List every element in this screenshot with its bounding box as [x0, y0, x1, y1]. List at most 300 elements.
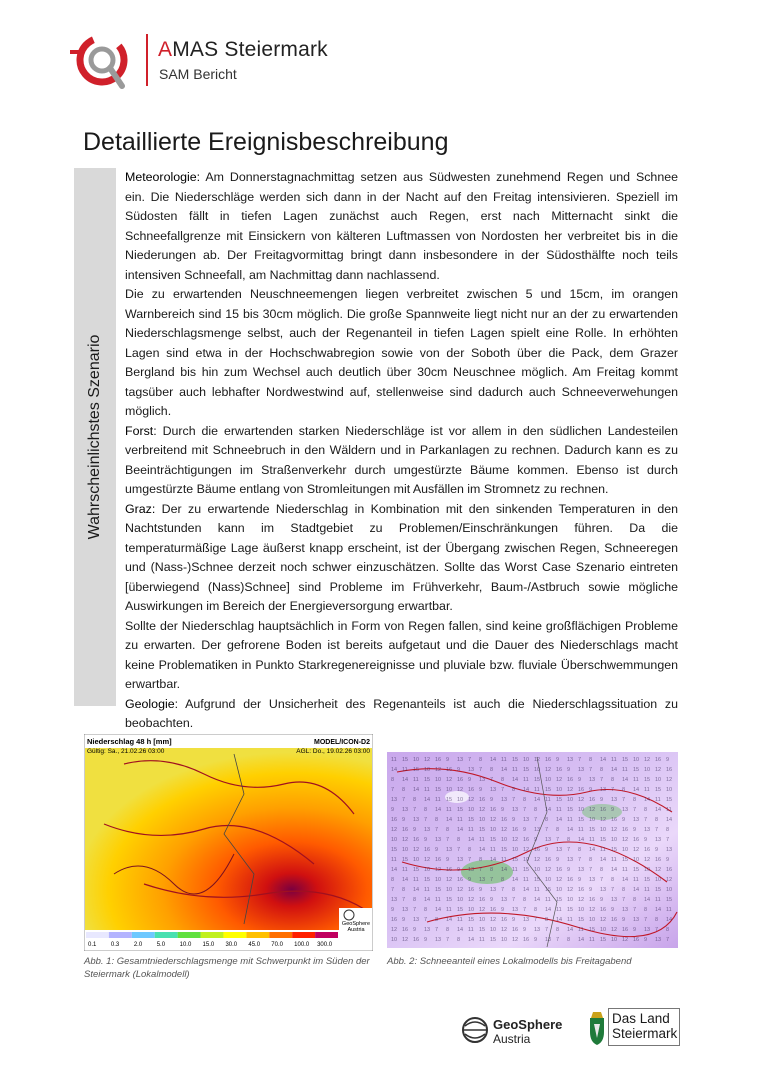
svg-text:15: 15	[523, 867, 530, 873]
svg-text:11: 11	[534, 887, 540, 893]
svg-text:7: 7	[435, 827, 439, 833]
svg-text:11: 11	[589, 837, 595, 843]
svg-text:11: 11	[512, 767, 518, 773]
svg-text:7: 7	[534, 817, 538, 823]
svg-text:13: 13	[479, 777, 486, 783]
svg-text:7: 7	[644, 817, 648, 823]
svg-text:10: 10	[413, 757, 420, 763]
svg-text:13: 13	[402, 907, 409, 913]
svg-text:7: 7	[589, 867, 593, 873]
svg-text:10: 10	[490, 827, 497, 833]
svg-text:16: 16	[391, 917, 398, 923]
svg-text:13: 13	[655, 837, 662, 843]
svg-text:9: 9	[413, 827, 417, 833]
svg-text:13: 13	[457, 757, 464, 763]
svg-text:8: 8	[534, 807, 538, 813]
svg-text:8: 8	[490, 767, 494, 773]
svg-text:8: 8	[512, 787, 516, 793]
svg-text:10: 10	[644, 867, 651, 873]
svg-text:14: 14	[512, 877, 519, 883]
svg-text:14: 14	[402, 877, 409, 883]
svg-text:15: 15	[567, 907, 574, 913]
svg-text:15: 15	[446, 897, 453, 903]
land-steiermark-logo	[612, 1011, 677, 1041]
paragraph-text: Der zu erwartende Niederschlag in Kombination mit den sinkenden Temperaturen in den Nachtstunden kann im Stadtgebiet zu Problemen/Einschränkungen führen. Da die temperaturmäßige Lage äußerst knapp erscheint, ist der Übergang zwischen Regen, Schneeregen und (Nass-)Schnee derzeit noch schwer einzuschätzen. Sollte das Worst Case Szenario eintreten [überwiegend (Nass)Schnee] sind Probleme im Frühverkehr, Baum-/Astbruch sowie mögliche Auswirkungen im Bereich der Energieversorgung erwartbar.	[125, 501, 678, 613]
svg-text:15: 15	[556, 897, 563, 903]
svg-text:13: 13	[644, 827, 651, 833]
svg-text:9: 9	[402, 917, 406, 923]
svg-text:9: 9	[512, 817, 516, 823]
svg-text:14: 14	[457, 927, 464, 933]
svg-text:13: 13	[567, 857, 574, 863]
svg-text:12: 12	[633, 847, 640, 853]
svg-text:16: 16	[611, 817, 618, 823]
svg-text:7: 7	[633, 907, 637, 913]
svg-text:11: 11	[402, 767, 408, 773]
svg-text:15: 15	[600, 937, 607, 943]
svg-text:15: 15	[501, 847, 508, 853]
paragraph-text: Die zu erwartenden Neuschneemengen liegen verbreitet zwischen 5 und 15cm, im orangen Warnbereich sind 15 bis 30cm möglich. Die große Spannweite liegt nicht nur an der zu erwartenden Niederschlagsmenge selbst, auch der Regenanteil in tiefen Lagen spielt eine Rolle. In erhöhten Lagen sind etwa in der Hochschwabregion sowie von der Soboth über die Pack, dem Grazer Bergland bis hin zum Wechsel auch deutlich über 30cm Neuschnee möglich. Am Freitag kommt tagsüber auch lebhafter Nordwestwind auf, stellenweise sind dadurch auch Schneeverwehungen möglich.	[125, 287, 678, 418]
svg-text:13: 13	[666, 847, 673, 853]
svg-text:10: 10	[567, 797, 574, 803]
svg-text:15: 15	[402, 857, 409, 863]
svg-text:15: 15	[424, 877, 431, 883]
svg-text:11: 11	[644, 887, 650, 893]
svg-text:13: 13	[567, 757, 574, 763]
svg-text:14: 14	[556, 917, 563, 923]
svg-text:9: 9	[578, 877, 582, 883]
svg-text:10: 10	[534, 767, 541, 773]
paragraph-neuschnee	[125, 285, 678, 422]
page-title: Detaillierte Ereignisbeschreibung	[83, 128, 449, 156]
svg-text:16: 16	[424, 847, 431, 853]
svg-text:16: 16	[567, 777, 574, 783]
svg-text:9: 9	[468, 877, 472, 883]
svg-text:11: 11	[611, 857, 617, 863]
svg-text:15: 15	[512, 857, 519, 863]
svg-text:13: 13	[578, 867, 585, 873]
legend-tick: 45.0	[248, 942, 261, 948]
svg-text:14: 14	[446, 917, 453, 923]
svg-text:7: 7	[600, 877, 604, 883]
svg-text:16: 16	[402, 827, 409, 833]
svg-text:14: 14	[633, 887, 640, 893]
svg-text:12: 12	[446, 877, 453, 883]
map1-logo-line2: Austria	[347, 927, 365, 933]
svg-text:12: 12	[578, 797, 585, 803]
svg-text:9: 9	[655, 847, 659, 853]
svg-text:16: 16	[490, 907, 497, 913]
svg-text:16: 16	[413, 937, 420, 943]
svg-text:7: 7	[611, 887, 615, 893]
svg-text:10: 10	[457, 897, 464, 903]
svg-text:11: 11	[446, 807, 452, 813]
svg-text:7: 7	[435, 927, 439, 933]
paragraph-text: Sollte der Niederschlag hauptsächlich in Form von Regen fallen, sind keine großflächigen Probleme zu erwarten. Der gefrorene Boden ist bereits aufgetaut und die Dauer des Niederschlags macht keine Problematiken in Punkto Starkregenereignisse und pluviale bzw. fluviale Überschwemmungen erwartbar.	[125, 618, 678, 691]
svg-text:11: 11	[457, 817, 463, 823]
svg-text:11: 11	[490, 847, 496, 853]
svg-text:8: 8	[402, 887, 406, 893]
svg-text:13: 13	[457, 857, 464, 863]
svg-text:7: 7	[501, 787, 505, 793]
svg-text:12: 12	[402, 837, 409, 843]
svg-text:11: 11	[523, 877, 529, 883]
svg-text:14: 14	[435, 907, 442, 913]
svg-text:9: 9	[534, 937, 538, 943]
svg-text:7: 7	[545, 927, 549, 933]
land-line1: Das Land	[612, 1011, 670, 1026]
svg-text:12: 12	[655, 767, 662, 773]
svg-text:7: 7	[523, 907, 527, 913]
svg-text:12: 12	[413, 847, 420, 853]
svg-text:10: 10	[545, 877, 552, 883]
svg-text:9: 9	[666, 757, 670, 763]
svg-text:7: 7	[633, 807, 637, 813]
svg-text:8: 8	[523, 797, 527, 803]
svg-text:14: 14	[435, 807, 442, 813]
svg-text:8: 8	[644, 907, 648, 913]
svg-text:8: 8	[611, 877, 615, 883]
svg-text:12: 12	[589, 907, 596, 913]
svg-text:13: 13	[600, 787, 607, 793]
geo-logo-line2: Austria	[493, 1032, 531, 1046]
svg-text:9: 9	[479, 887, 483, 893]
svg-text:12: 12	[457, 787, 464, 793]
svg-text:7: 7	[446, 937, 450, 943]
svg-text:11: 11	[523, 777, 529, 783]
legend-tick: 0.3	[110, 942, 120, 948]
svg-text:13: 13	[512, 907, 519, 913]
map1-title: Niederschlag 48 h [mm]	[87, 737, 172, 746]
svg-text:10: 10	[589, 917, 596, 923]
svg-text:16: 16	[578, 887, 585, 893]
svg-text:16: 16	[512, 927, 519, 933]
svg-text:7: 7	[534, 917, 538, 923]
svg-text:8: 8	[402, 787, 406, 793]
legend-swatch	[132, 932, 155, 938]
paragraph-forst	[125, 422, 678, 500]
svg-text:10: 10	[435, 777, 442, 783]
svg-text:16: 16	[391, 817, 398, 823]
svg-text:9: 9	[644, 837, 648, 843]
svg-text:7: 7	[666, 837, 670, 843]
svg-text:9: 9	[402, 817, 406, 823]
svg-text:16: 16	[446, 867, 453, 873]
svg-text:13: 13	[578, 767, 585, 773]
steiermark-coat-of-arms-icon	[588, 1010, 606, 1046]
svg-text:9: 9	[545, 847, 549, 853]
svg-text:14: 14	[567, 927, 574, 933]
svg-text:15: 15	[611, 847, 618, 853]
svg-text:15: 15	[622, 857, 629, 863]
svg-text:9: 9	[622, 817, 626, 823]
svg-text:13: 13	[534, 827, 541, 833]
svg-text:7: 7	[490, 777, 494, 783]
svg-text:16: 16	[468, 787, 475, 793]
svg-text:7: 7	[457, 847, 461, 853]
svg-text:15: 15	[578, 917, 585, 923]
svg-text:13: 13	[501, 897, 508, 903]
svg-text:10: 10	[655, 877, 662, 883]
svg-text:13: 13	[611, 897, 618, 903]
svg-text:7: 7	[567, 847, 571, 853]
svg-text:10: 10	[589, 817, 596, 823]
svg-text:11: 11	[479, 937, 485, 943]
svg-text:10: 10	[655, 777, 662, 783]
svg-text:15: 15	[402, 757, 409, 763]
svg-text:13: 13	[391, 897, 398, 903]
svg-text:11: 11	[446, 907, 452, 913]
header-divider	[146, 34, 148, 86]
svg-text:7: 7	[402, 797, 406, 803]
svg-text:7: 7	[512, 797, 516, 803]
svg-text:12: 12	[534, 757, 541, 763]
svg-text:12: 12	[534, 857, 541, 863]
svg-text:9: 9	[600, 897, 604, 903]
svg-text:14: 14	[589, 847, 596, 853]
svg-text:16: 16	[600, 907, 607, 913]
svg-text:10: 10	[402, 847, 409, 853]
svg-text:8: 8	[534, 907, 538, 913]
map1-model: MODEL/ICON-D2	[314, 739, 370, 746]
svg-text:12: 12	[501, 827, 508, 833]
svg-text:14: 14	[578, 837, 585, 843]
svg-text:13: 13	[556, 847, 563, 853]
svg-text:12: 12	[402, 937, 409, 943]
map1-run: AGL: Do., 19.02.26 03:00	[296, 748, 370, 755]
svg-text:16: 16	[523, 937, 530, 943]
svg-text:10: 10	[578, 907, 585, 913]
svg-text:9: 9	[523, 827, 527, 833]
svg-text:10: 10	[391, 837, 398, 843]
svg-text:11: 11	[633, 777, 639, 783]
svg-text:11: 11	[578, 927, 584, 933]
svg-text:10: 10	[600, 827, 607, 833]
svg-text:9: 9	[589, 887, 593, 893]
svg-text:8: 8	[567, 837, 571, 843]
svg-text:14: 14	[644, 797, 651, 803]
svg-text:7: 7	[512, 897, 516, 903]
svg-text:10: 10	[556, 887, 563, 893]
svg-text:8: 8	[545, 817, 549, 823]
svg-text:8: 8	[556, 827, 560, 833]
svg-text:16: 16	[435, 757, 442, 763]
svg-text:14: 14	[523, 887, 530, 893]
svg-text:9: 9	[490, 797, 494, 803]
svg-text:7: 7	[611, 787, 615, 793]
svg-text:15: 15	[589, 827, 596, 833]
svg-text:9: 9	[468, 777, 472, 783]
svg-text:15: 15	[490, 837, 497, 843]
svg-text:8: 8	[424, 807, 428, 813]
svg-text:8: 8	[490, 867, 494, 873]
svg-text:10: 10	[611, 837, 618, 843]
svg-text:13: 13	[413, 917, 420, 923]
svg-text:10: 10	[512, 847, 519, 853]
svg-text:12: 12	[523, 847, 530, 853]
svg-text:8: 8	[589, 857, 593, 863]
svg-text:11: 11	[655, 897, 661, 903]
svg-text:16: 16	[666, 767, 673, 773]
svg-text:16: 16	[633, 937, 640, 943]
svg-text:7: 7	[479, 767, 483, 773]
svg-text:14: 14	[545, 807, 552, 813]
svg-text:11: 11	[413, 777, 419, 783]
svg-text:15: 15	[391, 847, 398, 853]
svg-text:7: 7	[666, 937, 670, 943]
svg-text:8: 8	[457, 837, 461, 843]
svg-text:8: 8	[391, 777, 395, 783]
svg-text:14: 14	[490, 757, 497, 763]
svg-text:13: 13	[545, 937, 552, 943]
svg-text:10: 10	[446, 787, 453, 793]
svg-text:8: 8	[600, 867, 604, 873]
svg-text:15: 15	[600, 837, 607, 843]
svg-text:15: 15	[567, 807, 574, 813]
svg-text:14: 14	[391, 867, 398, 873]
svg-text:8: 8	[479, 857, 483, 863]
svg-text:9: 9	[666, 857, 670, 863]
svg-text:15: 15	[435, 887, 442, 893]
svg-text:10: 10	[523, 857, 530, 863]
svg-text:15: 15	[633, 767, 640, 773]
svg-text:14: 14	[446, 817, 453, 823]
svg-text:13: 13	[468, 767, 475, 773]
legend-tick: 2.0	[133, 942, 143, 948]
svg-text:15: 15	[578, 817, 585, 823]
legend-swatch	[155, 932, 178, 938]
svg-text:11: 11	[633, 877, 639, 883]
svg-text:8: 8	[468, 847, 472, 853]
svg-text:13: 13	[402, 807, 409, 813]
svg-text:7: 7	[501, 887, 505, 893]
svg-text:11: 11	[501, 757, 507, 763]
svg-text:10: 10	[424, 867, 431, 873]
svg-text:12: 12	[611, 827, 618, 833]
paragraph-regen	[125, 617, 678, 695]
svg-text:7: 7	[578, 857, 582, 863]
svg-text:16: 16	[622, 827, 629, 833]
svg-text:12: 12	[446, 777, 453, 783]
svg-text:12: 12	[556, 777, 563, 783]
svg-text:9: 9	[611, 907, 615, 913]
svg-text:15: 15	[534, 777, 541, 783]
svg-text:14: 14	[501, 767, 508, 773]
svg-text:9: 9	[578, 777, 582, 783]
legend-tick: 70.0	[271, 942, 283, 948]
svg-text:8: 8	[512, 887, 516, 893]
svg-text:7: 7	[424, 917, 428, 923]
svg-text:12: 12	[435, 867, 442, 873]
svg-text:9: 9	[424, 937, 428, 943]
svg-text:16: 16	[435, 857, 442, 863]
svg-text:12: 12	[622, 937, 629, 943]
svg-text:8: 8	[446, 827, 450, 833]
svg-text:13: 13	[589, 777, 596, 783]
svg-text:7: 7	[468, 757, 472, 763]
legend-swatch	[315, 932, 338, 938]
svg-text:16: 16	[622, 927, 629, 933]
svg-text:16: 16	[578, 787, 585, 793]
svg-text:7: 7	[545, 827, 549, 833]
svg-text:16: 16	[402, 927, 409, 933]
svg-text:11: 11	[622, 767, 628, 773]
svg-text:10: 10	[523, 757, 530, 763]
svg-text:12: 12	[490, 917, 497, 923]
legend-swatch	[223, 932, 246, 938]
svg-text:16: 16	[589, 797, 596, 803]
svg-text:9: 9	[556, 857, 560, 863]
svg-text:8: 8	[479, 757, 483, 763]
svg-text:11: 11	[534, 787, 540, 793]
svg-text:12: 12	[391, 827, 398, 833]
svg-text:10: 10	[633, 857, 640, 863]
svg-text:11: 11	[589, 937, 595, 943]
keyword: Graz:	[125, 501, 156, 516]
svg-text:16: 16	[413, 837, 420, 843]
svg-text:12: 12	[655, 867, 662, 873]
svg-text:8: 8	[633, 897, 637, 903]
svg-text:11: 11	[611, 757, 617, 763]
svg-text:11: 11	[413, 877, 419, 883]
svg-text:10: 10	[479, 917, 486, 923]
svg-text:14: 14	[424, 797, 431, 803]
svg-text:11: 11	[622, 867, 628, 873]
svg-text:15: 15	[512, 757, 519, 763]
svg-text:11: 11	[402, 867, 408, 873]
svg-text:7: 7	[655, 927, 659, 933]
svg-text:12: 12	[424, 857, 431, 863]
geosphere-austria-logo	[459, 1010, 569, 1050]
map1-logo-line1: GeoSphere	[341, 921, 371, 927]
svg-text:13: 13	[490, 787, 497, 793]
svg-text:16: 16	[446, 767, 453, 773]
svg-text:9: 9	[446, 757, 450, 763]
legend-tick: 10.0	[179, 942, 192, 948]
geo-logo-line1: GeoSphere	[493, 1017, 563, 1032]
svg-text:13: 13	[600, 887, 607, 893]
svg-text:15: 15	[644, 777, 651, 783]
svg-text:10: 10	[556, 787, 563, 793]
svg-text:9: 9	[424, 837, 428, 843]
svg-text:16: 16	[512, 827, 519, 833]
svg-text:14: 14	[600, 757, 607, 763]
svg-text:11: 11	[578, 827, 584, 833]
svg-text:13: 13	[424, 827, 431, 833]
svg-text:14: 14	[402, 777, 409, 783]
svg-text:8: 8	[578, 847, 582, 853]
paragraph-meteorologie	[125, 168, 678, 285]
svg-text:11: 11	[391, 757, 397, 763]
svg-text:13: 13	[468, 867, 475, 873]
svg-text:11: 11	[435, 897, 441, 903]
svg-text:16: 16	[545, 857, 552, 863]
svg-text:10: 10	[501, 837, 508, 843]
svg-text:11: 11	[567, 817, 573, 823]
svg-text:16: 16	[633, 837, 640, 843]
svg-text:7: 7	[589, 767, 593, 773]
svg-text:14: 14	[611, 867, 618, 873]
svg-text:15: 15	[457, 807, 464, 813]
svg-text:9: 9	[633, 927, 637, 933]
svg-text:10: 10	[567, 897, 574, 903]
svg-text:11: 11	[391, 857, 397, 863]
svg-text:13: 13	[413, 817, 420, 823]
svg-text:16: 16	[534, 847, 541, 853]
legend-swatch	[292, 932, 315, 938]
svg-text:12: 12	[589, 807, 596, 813]
svg-text:15: 15	[534, 877, 541, 883]
